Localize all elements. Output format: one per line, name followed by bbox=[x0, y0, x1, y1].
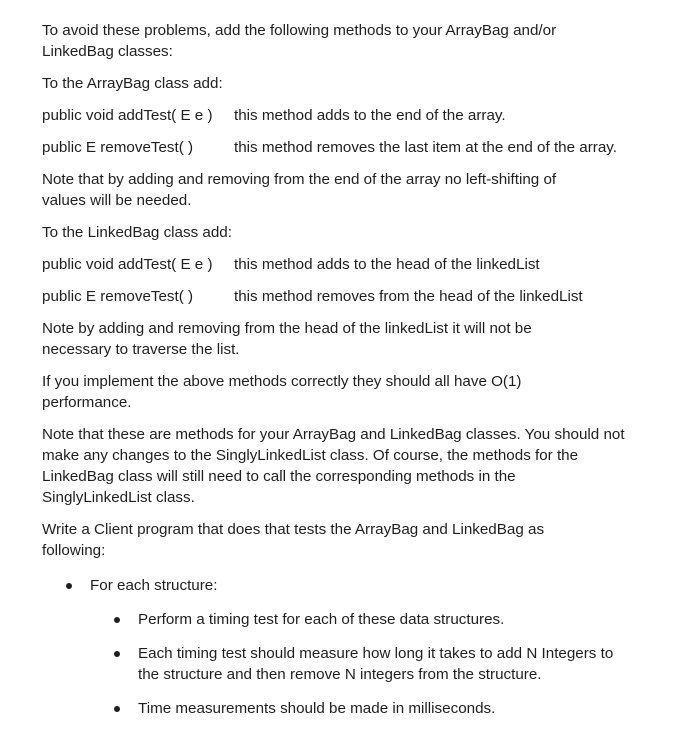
method-signature: public E removeTest( ) bbox=[42, 288, 194, 305]
list-item-text: Time measurements should be made in milliseconds. bbox=[138, 700, 496, 717]
requirements-list bbox=[42, 575, 642, 719]
method-description: this method removes from the head of the linkedList bbox=[234, 288, 583, 305]
linkedbag-add-method bbox=[42, 254, 642, 275]
arraybag-heading: To the ArrayBag class add: bbox=[42, 75, 223, 92]
method-description: this method adds to the end of the array. bbox=[234, 107, 506, 124]
arraybag-add-method bbox=[42, 105, 642, 126]
method-description: this method removes the last item at the end of the array. bbox=[234, 139, 617, 156]
arraybag-remove-method bbox=[42, 137, 642, 158]
bullet-icon bbox=[114, 651, 120, 657]
linkedbag-note: Note by adding and removing from the head of the linkedList it will not be necessary to traverse the list. bbox=[42, 320, 532, 358]
linkedbag-heading: To the LinkedBag class add: bbox=[42, 224, 232, 241]
list-item-text: For each structure: bbox=[90, 577, 218, 594]
document-body bbox=[42, 20, 642, 732]
list-item-text: Perform a timing test for each of these data structures. bbox=[138, 611, 505, 628]
arraybag-note: Note that by adding and removing from the end of the array no left-shifting of values will be needed. bbox=[42, 171, 557, 209]
list-item bbox=[42, 643, 628, 685]
performance-paragraph: If you implement the above methods correctly they should all have O(1) performance. bbox=[42, 373, 522, 411]
changes-note-paragraph: Note that these are methods for your ArrayBag and LinkedBag classes. You should not make any changes to the SinglyLinkedList class. Of course, the methods for the LinkedBag class will still need to call the corresponding methods in the SinglyLinkedList class. bbox=[42, 426, 625, 506]
method-signature: public void addTest( E e ) bbox=[42, 107, 213, 124]
bullet-icon bbox=[66, 583, 72, 589]
client-paragraph: Write a Client program that does that tests the ArrayBag and LinkedBag as following: bbox=[42, 521, 545, 559]
method-signature: public void addTest( E e ) bbox=[42, 256, 213, 273]
bullet-icon bbox=[114, 617, 120, 623]
linkedbag-remove-method bbox=[42, 286, 642, 307]
list-item bbox=[42, 575, 642, 596]
list-item-text: Each timing test should measure how long it takes to add N Integers to the structure and then remove N integers from the structure. bbox=[138, 645, 614, 683]
method-signature: public E removeTest( ) bbox=[42, 139, 194, 156]
method-description: this method adds to the head of the linkedList bbox=[234, 256, 540, 273]
bullet-icon bbox=[114, 706, 120, 712]
list-item bbox=[42, 698, 642, 719]
intro-paragraph: To avoid these problems, add the following methods to your ArrayBag and/or LinkedBag classes: bbox=[42, 22, 557, 60]
list-item bbox=[42, 609, 642, 630]
